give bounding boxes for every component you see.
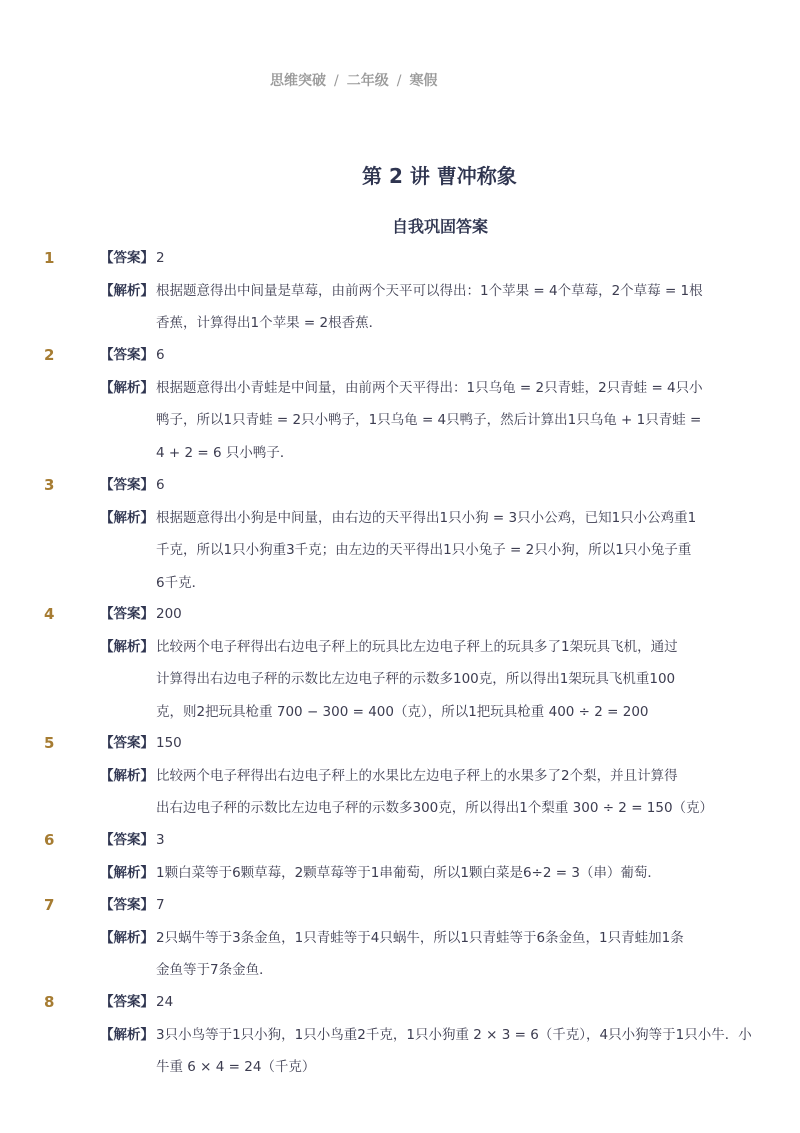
breadcrumb-separator: /: [396, 73, 402, 89]
analysis-line: 牛重 6 × 4 = 24（千克）: [156, 1059, 316, 1075]
breadcrumb-separator: /: [334, 73, 339, 89]
section-title: 自我巩固答案: [392, 217, 489, 236]
analysis-line: 比较两个电子秤得出右边电子秤上的玩具比左边电子秤上的玩具多了1架玩具飞机，通过: [156, 638, 678, 655]
answer-label: 【答案】: [100, 347, 154, 363]
answer-label: 【答案】: [100, 250, 154, 266]
question-number: 4: [44, 605, 55, 623]
analysis-line: 1颗白菜等于6颗草莓，2颗草莓等于1串葡萄，所以1颗白菜是6÷2 = 3（串）葡萄．: [156, 864, 661, 881]
question-number: 3: [44, 476, 55, 494]
answer-label: 【答案】: [100, 606, 154, 622]
breadcrumb-item: 寒假: [409, 73, 438, 89]
analysis-line: 2只蜗牛等于3条金鱼，1只青蛙等于4只蜗牛，所以1只青蛙等于6条金鱼，1只青蛙加1条: [156, 929, 684, 946]
analysis-line: 3只小鸟等于1只小狗，1只小鸟重2千克，1只小狗重 2 × 3 = 6（千克），4只小狗等于1只小牛．小: [156, 1026, 752, 1043]
answer-label: 【答案】: [100, 832, 154, 848]
breadcrumb-item: 二年级: [346, 73, 389, 89]
analysis-line: 根据题意得出小青蛙是中间量，由前两个天平得出：1只乌龟 = 2只青蛙，2只青蛙 = 4只小: [156, 379, 703, 396]
analysis-line: 香蕉，计算得出1个苹果 = 2根香蕉．: [156, 315, 383, 331]
breadcrumb-item: 思维突破: [270, 73, 326, 89]
answer-value: 6: [156, 477, 165, 493]
analysis-label: 【解析】: [100, 864, 154, 881]
answer-value: 3: [156, 832, 165, 848]
answer-label: 【答案】: [100, 897, 154, 913]
answer-label: 【答案】: [100, 477, 154, 493]
answer-value: 6: [156, 347, 165, 363]
answer-value: 7: [156, 897, 165, 913]
analysis-label: 【解析】: [100, 929, 154, 946]
analysis-label: 【解析】: [100, 379, 154, 396]
analysis-label: 【解析】: [100, 638, 154, 655]
lecture-title: 第 2 讲 曹冲称象: [362, 164, 517, 188]
question-number: 5: [44, 734, 55, 752]
question-number: 6: [44, 831, 55, 849]
answer-value: 200: [156, 606, 182, 622]
analysis-line: 比较两个电子秤得出右边电子秤上的水果比左边电子秤上的水果多了2个梨，并且计算得: [156, 767, 678, 784]
analysis-line: 4 + 2 = 6 只小鸭子．: [156, 444, 294, 461]
answer-label: 【答案】: [100, 994, 154, 1010]
analysis-line: 克，则2把玩具枪重 700 − 300 = 400（克），所以1把玩具枪重 400 ÷ 2 = 200: [156, 703, 649, 720]
analysis-label: 【解析】: [100, 767, 154, 784]
analysis-line: 鸭子，所以1只青蛙 = 2只小鸭子，1只乌龟 = 4只鸭子，然后计算出1只乌龟 + 1只青蛙 =: [156, 412, 702, 428]
question-number: 1: [44, 249, 55, 267]
analysis-label: 【解析】: [100, 509, 154, 526]
question-number: 7: [44, 896, 55, 914]
answer-value: 2: [156, 250, 165, 266]
analysis-line: 根据题意得出中间量是草莓，由前两个天平可以得出：1个苹果 = 4个草莓，2个草莓 = 1根: [156, 282, 703, 299]
answer-value: 24: [156, 994, 174, 1010]
question-number: 2: [44, 346, 55, 364]
answer-value: 150: [156, 735, 182, 751]
analysis-line: 千克，所以1只小狗重3千克；由左边的天平得出1只小兔子 = 2只小狗，所以1只小兔子重: [156, 542, 692, 558]
answer-label: 【答案】: [100, 735, 154, 751]
analysis-line: 出右边电子秤的示数比左边电子秤的示数多300克，所以得出1个梨重 300 ÷ 2 = 150（克）: [156, 800, 714, 816]
analysis-label: 【解析】: [100, 282, 154, 299]
analysis-line: 根据题意得出小狗是中间量，由右边的天平得出1只小狗 = 3只小公鸡，已知1只小公鸡重1: [156, 509, 697, 526]
analysis-line: 计算得出右边电子秤的示数比左边电子秤的示数多100克，所以得出1架玩具飞机重100: [156, 671, 676, 687]
breadcrumb: [270, 70, 437, 90]
analysis-line: 6千克．: [156, 574, 206, 591]
analysis-label: 【解析】: [100, 1026, 154, 1043]
question-number: 8: [44, 993, 55, 1011]
analysis-line: 金鱼等于7条金鱼．: [156, 962, 273, 978]
